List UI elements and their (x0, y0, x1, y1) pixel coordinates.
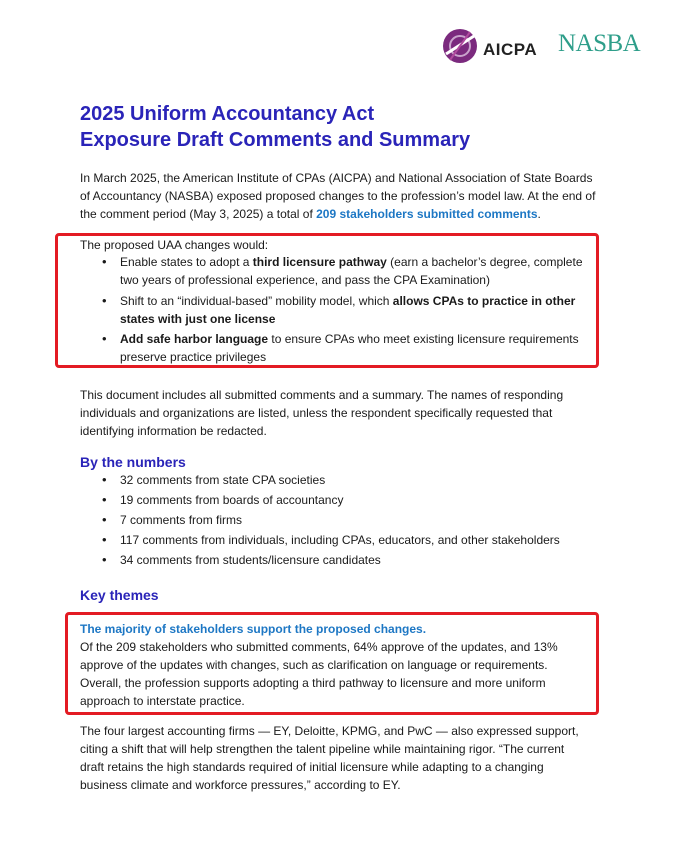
item-text: Shift to an “individual-based” mobility model, which (120, 294, 393, 308)
title-line-2: Exposure Draft Comments and Summary (80, 129, 471, 151)
item-text: Enable states to adopt a (120, 255, 253, 269)
list-item: • 117 comments from individuals, including CPAs, educators, and other stakeholders (120, 531, 560, 549)
page-title (80, 101, 470, 153)
by-the-numbers-heading: By the numbers (80, 454, 186, 470)
list-item: • 32 comments from state CPA societies (120, 471, 325, 489)
nasba-logo-text: NASBA (558, 30, 641, 57)
aicpa-logo-icon (440, 26, 480, 66)
stakeholders-link[interactable]: 209 stakeholders submitted comments (316, 207, 538, 221)
list-item (120, 330, 595, 366)
item-bold-text: Add safe harbor language (120, 332, 269, 346)
intro-paragraph (80, 169, 605, 223)
list-item (120, 292, 595, 328)
list-item: • 34 comments from students/licensure candidates (120, 551, 381, 569)
item-bold-text: third licensure pathway (252, 255, 387, 269)
document-note: This document includes all submitted comments and a summary. The names of responding individuals and organizations are listed, unless the respondent specifically requested that identifying information be redacted. (80, 388, 564, 438)
list-item: • 19 comments from boards of accountancy (120, 491, 343, 509)
item-bold-text: allows CPAs to practice in other states with just one license (120, 294, 576, 326)
header-logos (440, 26, 640, 66)
closing-paragraph: The four largest accounting firms — EY, Deloitte, KPMG, and PwC — also expressed support, citing a shift that will help strengthen the talent pipeline while maintaining rigor. “The current draft retains the high standards required of initial licensure while adapting to a changing business climate and workforce pressures,” according to EY. (80, 724, 579, 792)
key-themes-heading: Key themes (80, 587, 159, 603)
key-themes-subheading: The majority of stakeholders support the proposed changes. (80, 622, 427, 636)
key-themes-body: Of the 209 stakeholders who submitted comments, 64% approve of the updates, and 13% approve of the updates with changes, such as clarification on language or requirements. Overall, the profession supports adopting a third pathway to licensure and more uniform approach to interstate practice. (80, 640, 558, 708)
list-item: • 7 comments from firms (120, 511, 242, 529)
intro-text: In March 2025, the American Institute of CPAs (AICPA) and National Association of State Boards of Accountancy (NASBA) exposed proposed changes to the profession’s model law. At the end of the comment period (May 3, 2025) a total of (80, 171, 596, 221)
item-text: to ensure CPAs who meet existing licensure requirements preserve practice privileges (120, 332, 579, 364)
aicpa-logo-text: AICPA (483, 40, 538, 59)
title-line-1: 2025 Uniform Accountancy Act (80, 103, 375, 125)
proposed-changes-lead: The proposed UAA changes would: (80, 238, 269, 252)
list-item (120, 253, 595, 289)
intro-text-end: . (537, 207, 541, 221)
item-text: (earn a bachelor’s degree, complete two years of professional experience, and pass the CPA Examination) (120, 255, 583, 287)
